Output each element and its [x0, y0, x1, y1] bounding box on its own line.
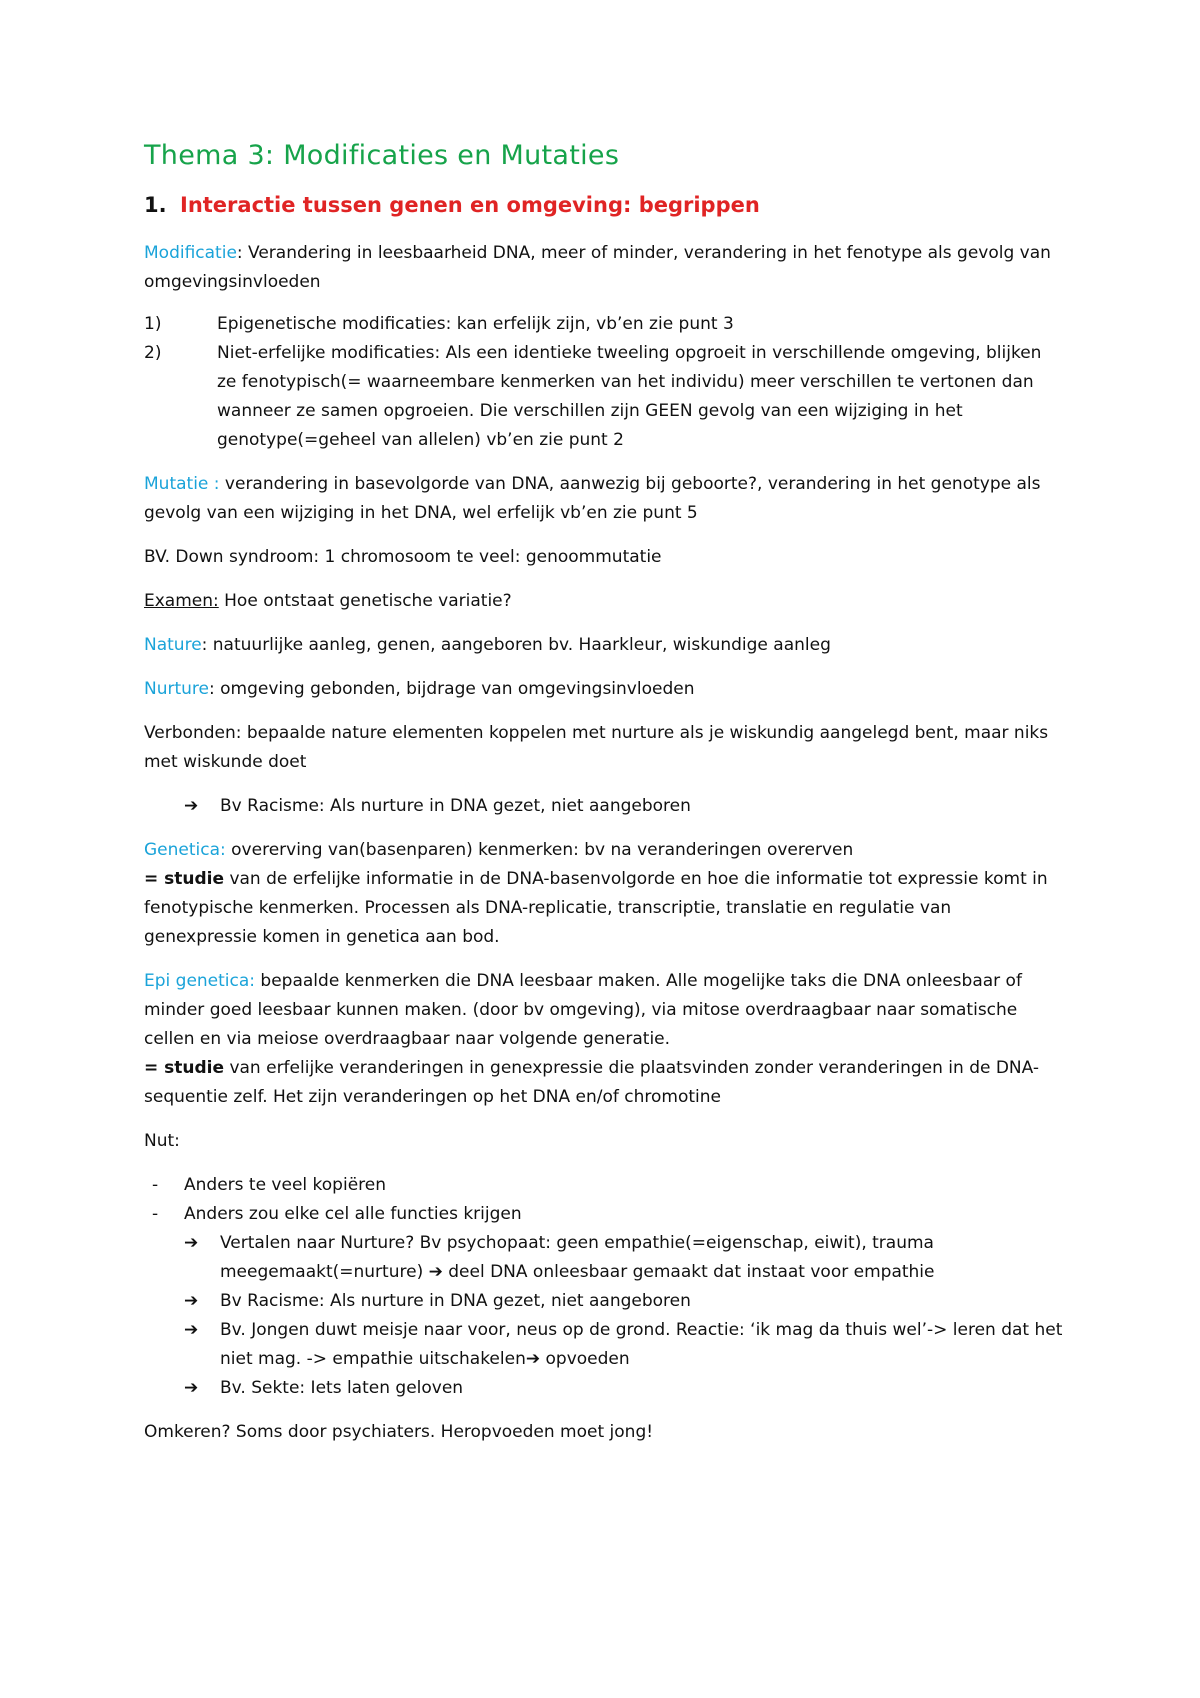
epigenetica-study-label: = studie [144, 1058, 225, 1078]
nut-list [144, 1171, 1064, 1403]
list-item [144, 339, 1064, 455]
exam-question [144, 587, 1064, 616]
down-syndrome-example: BV. Down syndroom: 1 chromosoom te veel: genoommutatie [144, 547, 662, 567]
page-title: Thema 3: Modificaties en Mutaties [144, 140, 620, 171]
arrow-icon: ➔ [184, 1233, 199, 1253]
nature-term: Nature [144, 635, 202, 655]
nurture-term: Nurture [144, 679, 209, 699]
exam-text: Hoe ontstaat genetische variatie? [218, 591, 512, 611]
section-title: Interactie tussen genen en omgeving: begrippen [180, 193, 760, 217]
genetica-definition [144, 836, 1064, 952]
epigenetica-definition [144, 967, 1064, 1112]
genetica-text: overerving van(basenparen) kenmerken: bv na veranderingen overerven [225, 840, 854, 860]
section-heading [144, 193, 1064, 217]
genetica-study-label: = studie [144, 869, 225, 889]
arrow-item [144, 1374, 1064, 1403]
epigenetica-text: bepaalde kenmerken die DNA leesbaar maken. Alle mogelijke taks die DNA onleesbaar of minder goed leesbaar kunnen maken. (door bv omgeving), via mitose overdraagbaar naar somatische cellen en via meiose overdraagbaar naar volgende generatie. [144, 971, 1022, 1049]
dash-bullet: - [152, 1175, 159, 1195]
mutatie-definition [144, 470, 1064, 528]
arrow-item [144, 1229, 1064, 1287]
verbonden-paragraph: Verbonden: bepaalde nature elementen koppelen met nurture als je wiskundig aangelegd bent, maar niks met wiskunde doet [144, 723, 1049, 772]
list-text: Epigenetische modificaties: kan erfelijk zijn, vb’en zie punt 3 [217, 314, 734, 334]
arrow-icon: ➔ [184, 1291, 199, 1311]
mutatie-text: verandering in basevolgorde van DNA, aanwezig bij geboorte?, verandering in het genotype als gevolg van een wijziging in het DNA, wel erfelijk vb’en zie punt 5 [144, 474, 1041, 523]
list-number: 1) [144, 314, 162, 334]
modificatie-definition [144, 239, 1064, 297]
modificatie-term: Modificatie [144, 243, 237, 263]
modificatie-text: : Verandering in leesbaarheid DNA, meer of minder, verandering in het fenotype als gevolg van omgevingsinvloeden [144, 243, 1051, 292]
arrow-text: Bv. Sekte: Iets laten geloven [220, 1378, 464, 1398]
list-text: Anders te veel kopiëren [184, 1175, 386, 1195]
nut-arrow-list [144, 1229, 1064, 1403]
nature-definition [144, 631, 1064, 660]
arrow-text: Bv. Jongen duwt meisje naar voor, neus op de grond. Reactie: ‘ik mag da thuis wel’-> leren dat het niet mag. -> empathie uitschakelen➔ opvoeden [220, 1320, 1063, 1369]
exam-label: Examen: [144, 591, 219, 611]
genetica-study [144, 865, 1064, 952]
nurture-text: : omgeving gebonden, bijdrage van omgevingsinvloeden [209, 679, 695, 699]
arrow-text: Vertalen naar Nurture? Bv psychopaat: geen empathie(=eigenschap, eiwit), trauma meegemaakt(=nurture) ➔ deel DNA onleesbaar gemaakt dat instaat voor empathie [220, 1233, 935, 1282]
modificatie-list [144, 310, 1064, 455]
genetica-study-text: van de erfelijke informatie in de DNA-basenvolgorde en hoe die informatie tot expressie komt in fenotypische kenmerken. Processen als DNA-replicatie, transcriptie, translatie en regulatie van genexpressie komen in genetica aan bod. [144, 869, 1048, 947]
arrow-icon: ➔ [184, 1378, 199, 1398]
list-text: Anders zou elke cel alle functies krijgen [184, 1204, 522, 1224]
list-number: 2) [144, 343, 162, 363]
arrow-item [144, 792, 1064, 821]
arrow-text: Bv Racisme: Als nurture in DNA gezet, niet aangeboren [220, 1291, 691, 1311]
list-item [144, 310, 1064, 339]
mutatie-term: Mutatie : [144, 474, 220, 494]
arrow-text: Bv Racisme: Als nurture in DNA gezet, niet aangeboren [220, 796, 691, 816]
list-item [144, 1200, 1064, 1403]
arrow-item [144, 1316, 1064, 1374]
document-content [144, 140, 1064, 1462]
epigenetica-term: Epi genetica: [144, 971, 256, 991]
list-item [144, 1171, 1064, 1200]
dash-bullet: - [152, 1204, 159, 1224]
epigenetica-study-text: van erfelijke veranderingen in genexpressie die plaatsvinden zonder veranderingen in de DNA-sequentie zelf. Het zijn veranderingen op het DNA en/of chromotine [144, 1058, 1040, 1107]
epigenetica-study [144, 1054, 1064, 1112]
arrow-item [144, 1287, 1064, 1316]
list-text: Niet-erfelijke modificaties: Als een identieke tweeling opgroeit in verschillende omgeving, blijken ze fenotypisch(= waarneembare kenmerken van het individu) meer verschillen te vertonen dan wanneer ze samen opgroeien. Die verschillen zijn GEEN gevolg van een wijziging in het genotype(=geheel van allelen) vb’en zie punt 2 [217, 343, 1042, 450]
omkeren-paragraph: Omkeren? Soms door psychiaters. Heropvoeden moet jong! [144, 1422, 654, 1442]
section-number: 1. [144, 193, 167, 217]
genetica-term: Genetica: [144, 840, 226, 860]
nut-label: Nut: [144, 1131, 180, 1151]
nature-text: : natuurlijke aanleg, genen, aangeboren bv. Haarkleur, wiskundige aanleg [201, 635, 831, 655]
arrow-icon: ➔ [184, 1320, 199, 1340]
nurture-definition [144, 675, 1064, 704]
arrow-icon: ➔ [184, 796, 199, 816]
